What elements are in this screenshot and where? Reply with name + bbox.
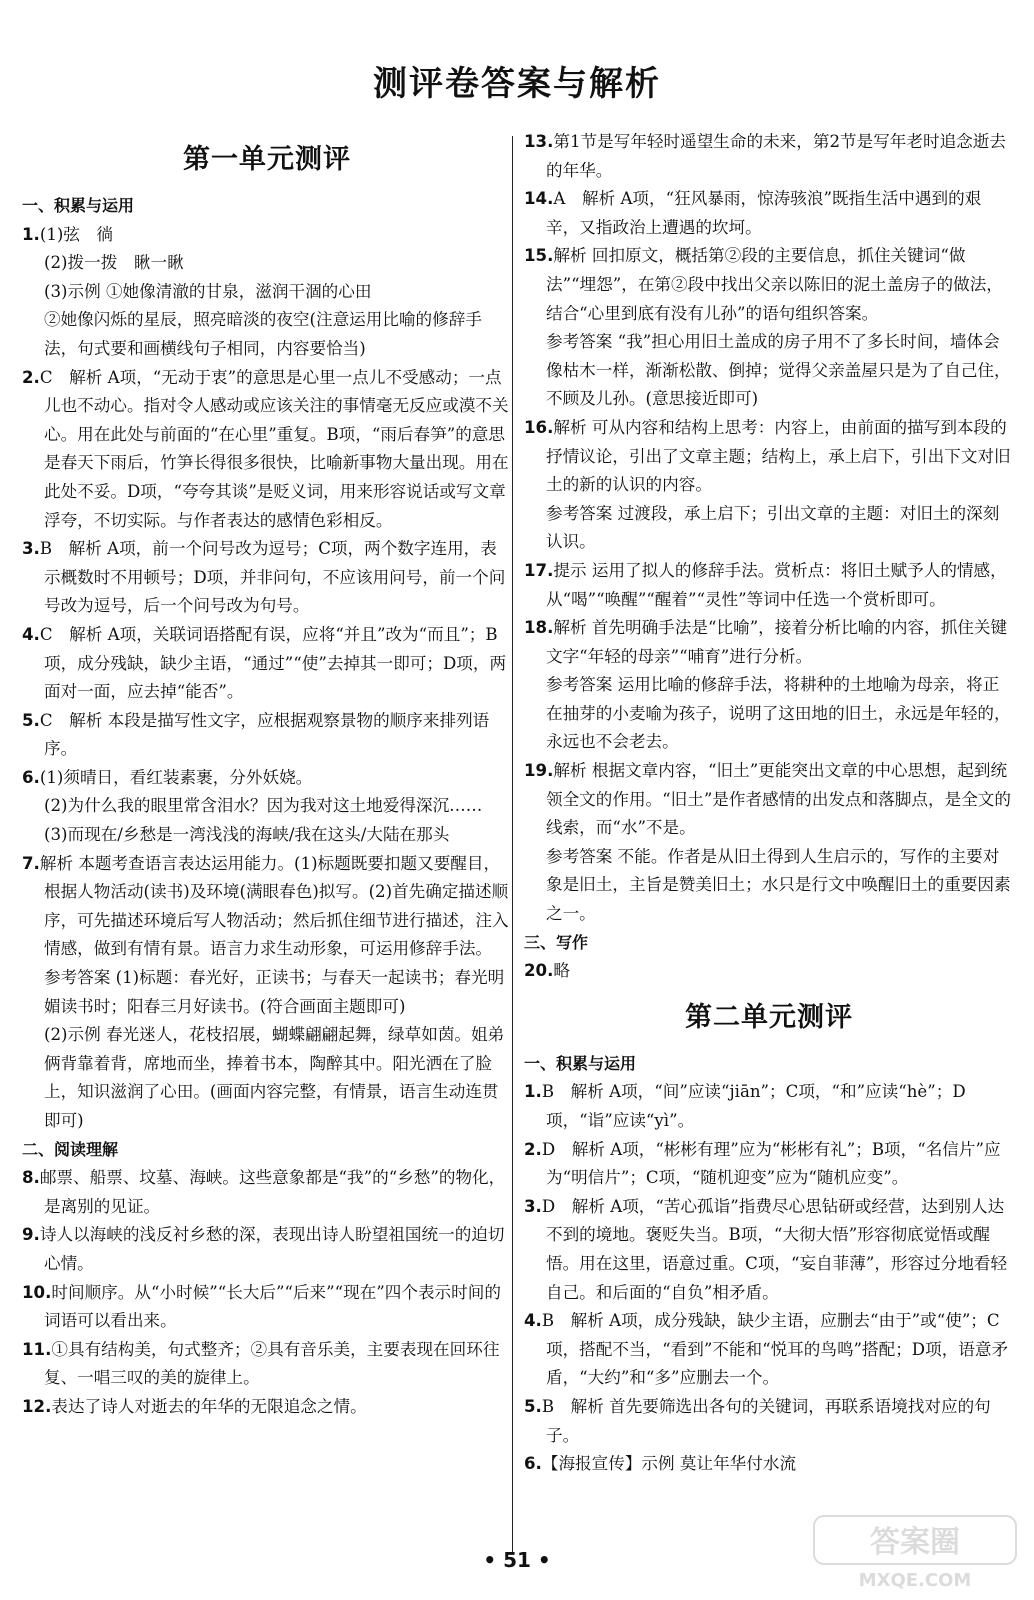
unit2-title: 第二单元测评 (685, 1001, 853, 1033)
answer-item-16 (524, 414, 1014, 500)
item-text: (1)须晴日，看红装素裹，分外妖娆。 (39, 767, 313, 787)
item-number: 1. (22, 224, 40, 244)
item-text: ①具有结构美，句式整齐；②具有音乐美，主要表现在回环往复、一唱三叹的美的旋律上。 (44, 1339, 500, 1388)
reference-answer: 参考答案 运用比喻的修辞手法，将耕种的土地喻为母亲，将正在抽芽的小麦喻为孩子，说明了这田地的旧土，永远是年轻的，永远也不会老去。 (546, 675, 1011, 752)
item-number: 10. (22, 1282, 52, 1302)
item-text: 解析 根据文章内容，“旧土”更能突出文章的中心思想，起到统领全文的作用。“旧土”是作者感情的出发点和落脚点，是全文的线索，而“水”不是。 (546, 761, 1011, 838)
item-number: 20. (524, 961, 554, 981)
item-text: 【海报宣传】示例 莫让年华付水流 (541, 1454, 797, 1474)
reference-answer: 参考答案 过渡段，承上启下；引出文章的主题：对旧土的深刻认识。 (546, 503, 1000, 552)
answer-subitem: (2)为什么我的眼里常含泪水？因为我对这土地爱得深沉…… (44, 796, 483, 816)
item-text: 邮票、船票、坟墓、海峡。这些意象都是“我”的“乡愁”的物化，是离别的见证。 (39, 1168, 506, 1216)
item-text: 解析 首先明确手法是“比喻”，接着分析比喻的内容，抓住关键文字“年轻的母亲”“哺育”进行分析。 (546, 618, 1008, 666)
item-number: 11. (22, 1339, 52, 1359)
item-text: C 解析 A项，“无动于衷”的意思是心里一点儿不受感动；一点儿也不动心。指对令人感动或应该关注的事情毫无反应或漠不关心。用在此处与前面的“在心里”重复。B项，“雨后春笋”的意思是春天下雨后，竹笋长得很多很快，比喻新事物大量出现。用在此处不妥。D项，“夸夸其谈”是贬义词，用来形容说话或写文章浮夸，不切实际。与作者表达的感情色彩相反。 (39, 367, 509, 530)
answer-item-u2-3 (524, 1193, 1014, 1307)
item-number: 15. (524, 246, 554, 266)
answer-item-6 (22, 764, 512, 793)
answer-item-9 (22, 1221, 512, 1278)
page-number: • 51 • (483, 1548, 551, 1572)
answer-item-2 (22, 364, 512, 536)
reference-answer: 参考答案 “我”担心用旧土盖成的房子用不了多长时间，墙体会像枯木一样，渐渐松散、倒掉；觉得父亲盖屋只是为了自己住，不顾及儿孙。(意思接近即可) (546, 332, 1011, 409)
item-number: 9. (22, 1225, 40, 1245)
item-number: 5. (22, 710, 40, 730)
left-column (22, 128, 512, 1422)
answer-item-3 (22, 535, 512, 621)
answer-item-1 (22, 221, 512, 250)
answer-subitem: (3)而现在/乡愁是一湾浅浅的海峡/我在这头/大陆在那头 (44, 825, 450, 845)
item-text: 略 (553, 961, 570, 981)
item-number: 7. (22, 853, 40, 873)
item-number: 19. (524, 761, 554, 781)
item-number: 2. (524, 1139, 542, 1159)
item-text: B 解析 A项，“间”应读“jiān”；C项，“和”应读“hè”；D项，“诣”应读“yì”。 (541, 1082, 966, 1130)
item-number: 14. (524, 189, 554, 209)
item-number: 6. (22, 767, 40, 787)
answer-item-14 (524, 185, 1014, 242)
watermark-logo (810, 1512, 1020, 1592)
svg-text:MXQE.COM: MXQE.COM (858, 1570, 972, 1591)
item-number: 16. (524, 417, 554, 437)
answer-item-u2-1 (524, 1078, 1014, 1135)
answer-item-11 (22, 1336, 512, 1393)
answer-item-18 (524, 614, 1014, 671)
item-number: 18. (524, 618, 554, 638)
answer-item-4 (22, 621, 512, 707)
page-title: 测评卷答案与解析 (373, 64, 661, 104)
column-divider (512, 136, 513, 1554)
item-text: C 解析 A项，关联词语搭配有误，应将“并且”改为“而且”；B项，成分残缺，缺少主语，“通过”“使”去掉其一即可；D项，两面对一面，应去掉“能否”。 (39, 624, 507, 702)
item-number: 6. (524, 1454, 542, 1474)
item-text: C 解析 本段是描写性文字，应根据观察景物的顺序来排列语序。 (39, 710, 490, 759)
item-text: (1)弦 徜 (39, 224, 114, 244)
item-text: 解析 可从内容和结构上思考：内容上，由前面的描写到本段的抒情议论，引出了文章主题；结构上，承上启下，引出下文对旧土的新的认识的内容。 (546, 417, 1011, 495)
section-heading: 二、阅读理解 (22, 1139, 119, 1159)
item-text: 解析 回扣原文，概括第②段的主要信息，抓住关键词“做法”“埋怨”，在第②段中找出父亲以陈旧的泥土盖房子的做法，结合“心里到底有没有儿孙”的语句组织答案。 (546, 246, 1003, 323)
item-number: 13. (524, 132, 554, 151)
item-number: 3. (524, 1196, 542, 1216)
item-text: 提示 运用了拟人的修辞手法。赏析点：将旧土赋予人的情感，从“喝”“唤醒”“醒着”“灵性”等词中任选一个赏析即可。 (546, 560, 1007, 609)
answer-item-u2-6 (524, 1450, 1014, 1479)
answer-subitem: ②她像闪烁的星辰，照亮暗淡的夜空(注意运用比喻的修辞手法，句式要和画横线句子相同，内容要恰当) (44, 310, 482, 358)
reference-answer: 参考答案 (1)标题：春光好，正读书；与春天一起读书；春光明媚读书时；阳春三月好读书。(符合画面主题即可) (44, 968, 505, 1016)
item-text: 表达了诗人对逝去的年华的无限追念之情。 (51, 1396, 367, 1416)
item-text: D 解析 A项，“彬彬有理”应为“彬彬有礼”；B项，“名信片”应为“明信片”；C项，“随机迎变”应为“随机应变”。 (541, 1139, 1001, 1188)
item-text: 时间顺序。从“小时候”“长大后”“后来”“现在”四个表示时间的词语可以看出来。 (44, 1282, 501, 1331)
section-heading: 一、积累与运用 (524, 1053, 637, 1073)
answer-item-19 (524, 757, 1014, 843)
item-number: 17. (524, 560, 554, 580)
item-number: 12. (22, 1396, 52, 1416)
item-text: D 解析 A项，“苦心孤诣”指费尽心思钻研或经营，达到别人达不到的境地。褒贬失当。B项，“大彻大悟”形容彻底觉悟或醒悟。用在这里，语意过重。C项，“妄自菲薄”，形容过分地看轻自己。和后面的“自负”相矛盾。 (541, 1196, 1008, 1302)
item-text: B 解析 A项，前一个问号改为逗号；C项，两个数字连用，表示概数时不用顿号；D项，并非问句，不应该用问号，前一个问号改为逗号，后一个问号改为句号。 (39, 539, 506, 616)
item-number: 4. (22, 624, 40, 644)
answer-item-13 (524, 128, 1014, 185)
answer-subitem: (2)拨一拨 瞅一瞅 (44, 253, 184, 273)
unit1-title: 第一单元测评 (183, 144, 351, 175)
item-text: 解析 本题考查语言表达运用能力。(1)标题既要扣题又要醒目，根据人物活动(读书)及环境(满眼春色)拟写。(2)首先确定描述顺序，可先描述环境后写人物活动；然后抓住细节进行描述，注入情感，做到有情有景。语言力求生动形象，可运用修辞手法。 (39, 853, 509, 959)
section-heading: 三、写作 (524, 932, 589, 952)
answer-item-15 (524, 242, 1014, 328)
item-number: 5. (524, 1396, 542, 1416)
item-number: 3. (22, 539, 40, 559)
item-text: B 解析 首先要筛选出各句的关键词，再联系语境找对应的句子。 (541, 1396, 991, 1445)
answer-item-17 (524, 557, 1014, 614)
section-heading: 一、积累与运用 (22, 196, 135, 215)
right-column (524, 128, 1014, 1479)
answer-item-u2-5 (524, 1393, 1014, 1450)
reference-answer: (2)示例 春光迷人，花枝招展，蝴蝶翩翩起舞，绿草如茵。姐弟俩背靠着背，席地而坐，捧着书本，陶醉其中。阳光洒在了脸上，知识滋润了心田。(画面内容完整，有情景，语言生动连贯即可) (44, 1025, 505, 1130)
item-number: 1. (524, 1082, 542, 1102)
answer-item-u2-4 (524, 1307, 1014, 1393)
item-text: 诗人以海峡的浅反衬乡愁的深，表现出诗人盼望祖国统一的迫切心情。 (39, 1225, 505, 1273)
item-number: 2. (22, 367, 40, 387)
svg-text:答案圈: 答案圈 (870, 1525, 960, 1560)
answer-item-8 (22, 1164, 512, 1221)
answer-subitem: (3)示例 ①她像清澈的甘泉，滋润干涸的心田 (44, 281, 372, 301)
item-text: A 解析 A项，“狂风暴雨，惊涛骇浪”既指生活中遇到的艰辛，又指政治上遭遇的坎坷。 (546, 189, 982, 237)
reference-answer: 参考答案 不能。作者是从旧土得到人生启示的，写作的主要对象是旧土，主旨是赞美旧土；水只是行文中唤醒旧土的重要因素之一。 (546, 846, 1011, 924)
answer-item-20 (524, 957, 1014, 986)
answer-item-12 (22, 1393, 512, 1422)
item-number: 4. (524, 1311, 542, 1331)
answer-item-u2-2 (524, 1136, 1014, 1193)
answer-item-7 (22, 850, 512, 964)
item-number: 8. (22, 1168, 40, 1188)
answer-item-5 (22, 707, 512, 764)
answer-item-10 (22, 1279, 512, 1336)
item-text: B 解析 A项，成分残缺，缺少主语，应删去“由于”或“使”；C项，搭配不当，“看到”不能和“悦耳的鸟鸣”搭配；D项，语意矛盾，“大约”和“多”应删去一个。 (541, 1311, 1009, 1388)
item-text: 第1节是写年轻时遥望生命的未来，第2节是写年老时追念逝去的年华。 (546, 132, 1006, 180)
